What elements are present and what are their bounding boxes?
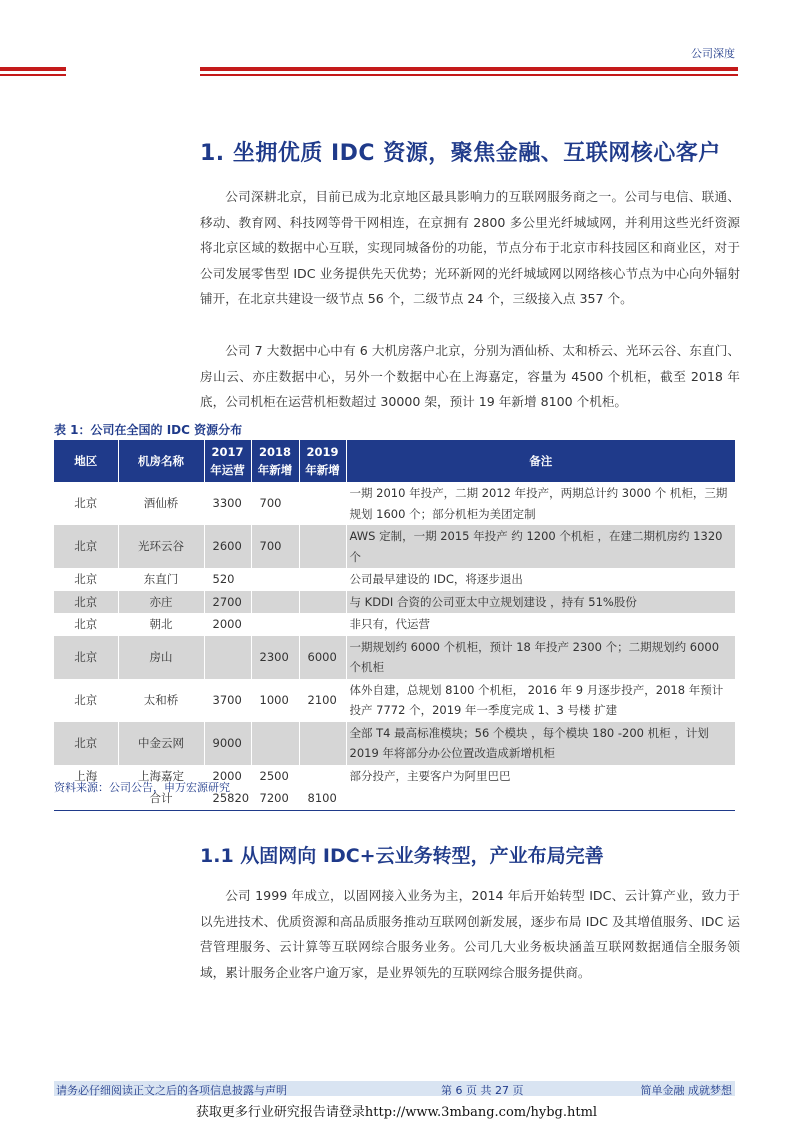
cell-2018 (251, 722, 299, 765)
cell-2018 (251, 613, 299, 636)
header-2019: 2019 年新增 (299, 440, 346, 482)
cell-2019: 6000 (299, 636, 346, 679)
table-source: 资料来源：公司公告，申万宏源研究 (54, 781, 230, 794)
cell-note: 公司最早建设的 IDC，将逐步退出 (346, 568, 735, 591)
table-title: 表 1：公司在全国的 IDC 资源分布 (54, 423, 243, 437)
table-row (54, 722, 735, 765)
cell-note: AWS 定制，一期 2015 年投产 约 1200 个机柜 ，在建二期机房约 1320 个 (346, 525, 735, 568)
section-1-1-title: 1.1 从固网向 IDC+云业务转型，产业布局完善 (200, 845, 604, 867)
header-rule-left-thin (0, 74, 66, 76)
cell-2019 (299, 525, 346, 568)
table-row (54, 525, 735, 568)
cell-2018: 700 (251, 482, 299, 525)
cell-name: 东直门 (118, 568, 204, 591)
table-row (54, 482, 735, 525)
cell-2018 (251, 568, 299, 591)
cell-note: 全部 T4 最高标准模块；56 个模块 ，每个模块 180 -200 机柜 ，计划 2019 年将部分办公位置改造成新增机柜 (346, 722, 735, 765)
cell-region: 北京 (54, 613, 118, 636)
footer-disclaimer: 请务必仔细阅读正文之后的各项信息披露与声明 (56, 1084, 287, 1097)
cell-2017: 3700 (204, 679, 251, 722)
cell-region: 北京 (54, 679, 118, 722)
table-header-row (54, 440, 735, 482)
cell-2017: 2000 (204, 765, 251, 788)
cell-2017 (204, 636, 251, 679)
header-rule-left (0, 67, 66, 71)
section-1-1-paragraph: 公司 1999 年成立，以固网接入业务为主，2014 年后开始转型 IDC、云计算产业，致力于以先进技术、优质资源和高品质服务推动互联网创新发展，逐步布局 IDC 及其增值服务、IDC 运营管理服务、云计算等互联网综合服务业务。公司几大业务板块涵盖互联网数据通信全服务领域，累计服务企业客户逾万家，是业界领先的互联网综合服务提供商。 (200, 888, 740, 980)
cell-2017: 520 (204, 568, 251, 591)
cell-2018: 2500 (251, 765, 299, 788)
cell-region: 北京 (54, 591, 118, 614)
cell-name: 酒仙桥 (118, 482, 204, 525)
cell-2018 (251, 591, 299, 614)
header-rule-right (200, 67, 738, 71)
cell-2019 (299, 613, 346, 636)
cell-region: 上海 (54, 765, 118, 788)
table-row (54, 636, 735, 679)
cell-2017: 3300 (204, 482, 251, 525)
cell-note: 与 KDDI 合资的公司亚太中立规划建设 ，持有 51%股份 (346, 591, 735, 614)
cell-2018: 700 (251, 525, 299, 568)
cell-2017: 2700 (204, 591, 251, 614)
header-2017: 2017 年运营 (204, 440, 251, 482)
cell-total-2017: 25820 (204, 787, 251, 810)
header-2018: 2018 年新增 (251, 440, 299, 482)
cell-name: 朝北 (118, 613, 204, 636)
cell-name: 亦庄 (118, 591, 204, 614)
cell-2019 (299, 568, 346, 591)
cell-2017: 9000 (204, 722, 251, 765)
watermark-link-text: 获取更多行业研究报告请登录http://www.3mbang.com/hybg.html (195, 1105, 598, 1120)
cell-total-label: 合计 (118, 787, 204, 810)
cell-note: 体外自建，总规划 8100 个机柜， 2016 年 9 月逐步投产，2018 年预计 投产 7772 个，2019 年一季度完成 1、3 号楼 扩建 (346, 679, 735, 722)
footer-slogan: 简单金融 成就梦想 (640, 1084, 732, 1097)
cell-total-note (346, 787, 735, 810)
cell-region: 北京 (54, 568, 118, 591)
cell-name: 光环云谷 (118, 525, 204, 568)
cell-total-2019: 8100 (299, 787, 346, 810)
cell-2019 (299, 722, 346, 765)
cell-total-2018: 7200 (251, 787, 299, 810)
cell-2019 (299, 765, 346, 788)
cell-2019 (299, 482, 346, 525)
cell-2018: 2300 (251, 636, 299, 679)
cell-region: 北京 (54, 525, 118, 568)
cell-2017: 2600 (204, 525, 251, 568)
cell-note: 非只有，代运营 (346, 613, 735, 636)
cell-name: 中金云网 (118, 722, 204, 765)
cell-name: 房山 (118, 636, 204, 679)
section-1-paragraph-2: 公司 7 大数据中心中有 6 大机房落户北京，分别为酒仙桥、太和桥云、光环云谷、东直门、房山云、亦庄数据中心，另外一个数据中心在上海嘉定，容量为 4500 个机柜，截至 2018 年底，公司机柜在运营机柜数超过 30000 架，预计 19 年新增 8100 个机柜。 (200, 343, 740, 409)
cell-note: 一期 2010 年投产，二期 2012 年投产，两期总计约 3000 个 机柜，三期规划 1600 个；部分机柜为美团定制 (346, 482, 735, 525)
footer-page-number: 第 6 页 共 27 页 (441, 1084, 524, 1097)
header-region: 地区 (54, 440, 118, 482)
cell-2019: 2100 (299, 679, 346, 722)
header-room-name: 机房名称 (118, 440, 204, 482)
section-1-title: 1. 坐拥优质 IDC 资源，聚焦金融、互联网核心客户 (200, 141, 721, 166)
cell-name: 太和桥 (118, 679, 204, 722)
cell-region: 北京 (54, 636, 118, 679)
cell-2019 (299, 591, 346, 614)
table-row (54, 591, 735, 614)
idc-resource-table (54, 440, 735, 811)
cell-2018: 1000 (251, 679, 299, 722)
table-row (54, 568, 735, 591)
cell-name: 上海嘉定 (118, 765, 204, 788)
header-label: 公司深度 (691, 47, 735, 60)
cell-region: 北京 (54, 482, 118, 525)
table-row (54, 679, 735, 722)
table-row (54, 613, 735, 636)
cell-2017: 2000 (204, 613, 251, 636)
cell-region: 北京 (54, 722, 118, 765)
cell-note: 一期规划约 6000 个机柜，预计 18 年投产 2300 个；二期规划约 6000 个机柜 (346, 636, 735, 679)
header-rule-right-thin (200, 74, 738, 76)
section-1-paragraph-1: 公司深耕北京，目前已成为北京地区最具影响力的互联网服务商之一。公司与电信、联通、移动、教育网、科技网等骨干网相连，在京拥有 2800 多公里光纤城域网，并利用这些光纤资源将北京区域的数据中心互联，实现同城备份的功能，节点分布于北京市科技园区和商业区，对于公司发展零售型 IDC 业务提供先天优势；光环新网的光纤城域网以网络核心节点为中心向外辐射铺开，在北京共建设一级节点 56 个，二级节点 24 个，三级接入点 357 个。 (200, 189, 740, 306)
cell-note: 部分投产，主要客户为阿里巴巴 (346, 765, 735, 788)
header-note: 备注 (346, 440, 735, 482)
